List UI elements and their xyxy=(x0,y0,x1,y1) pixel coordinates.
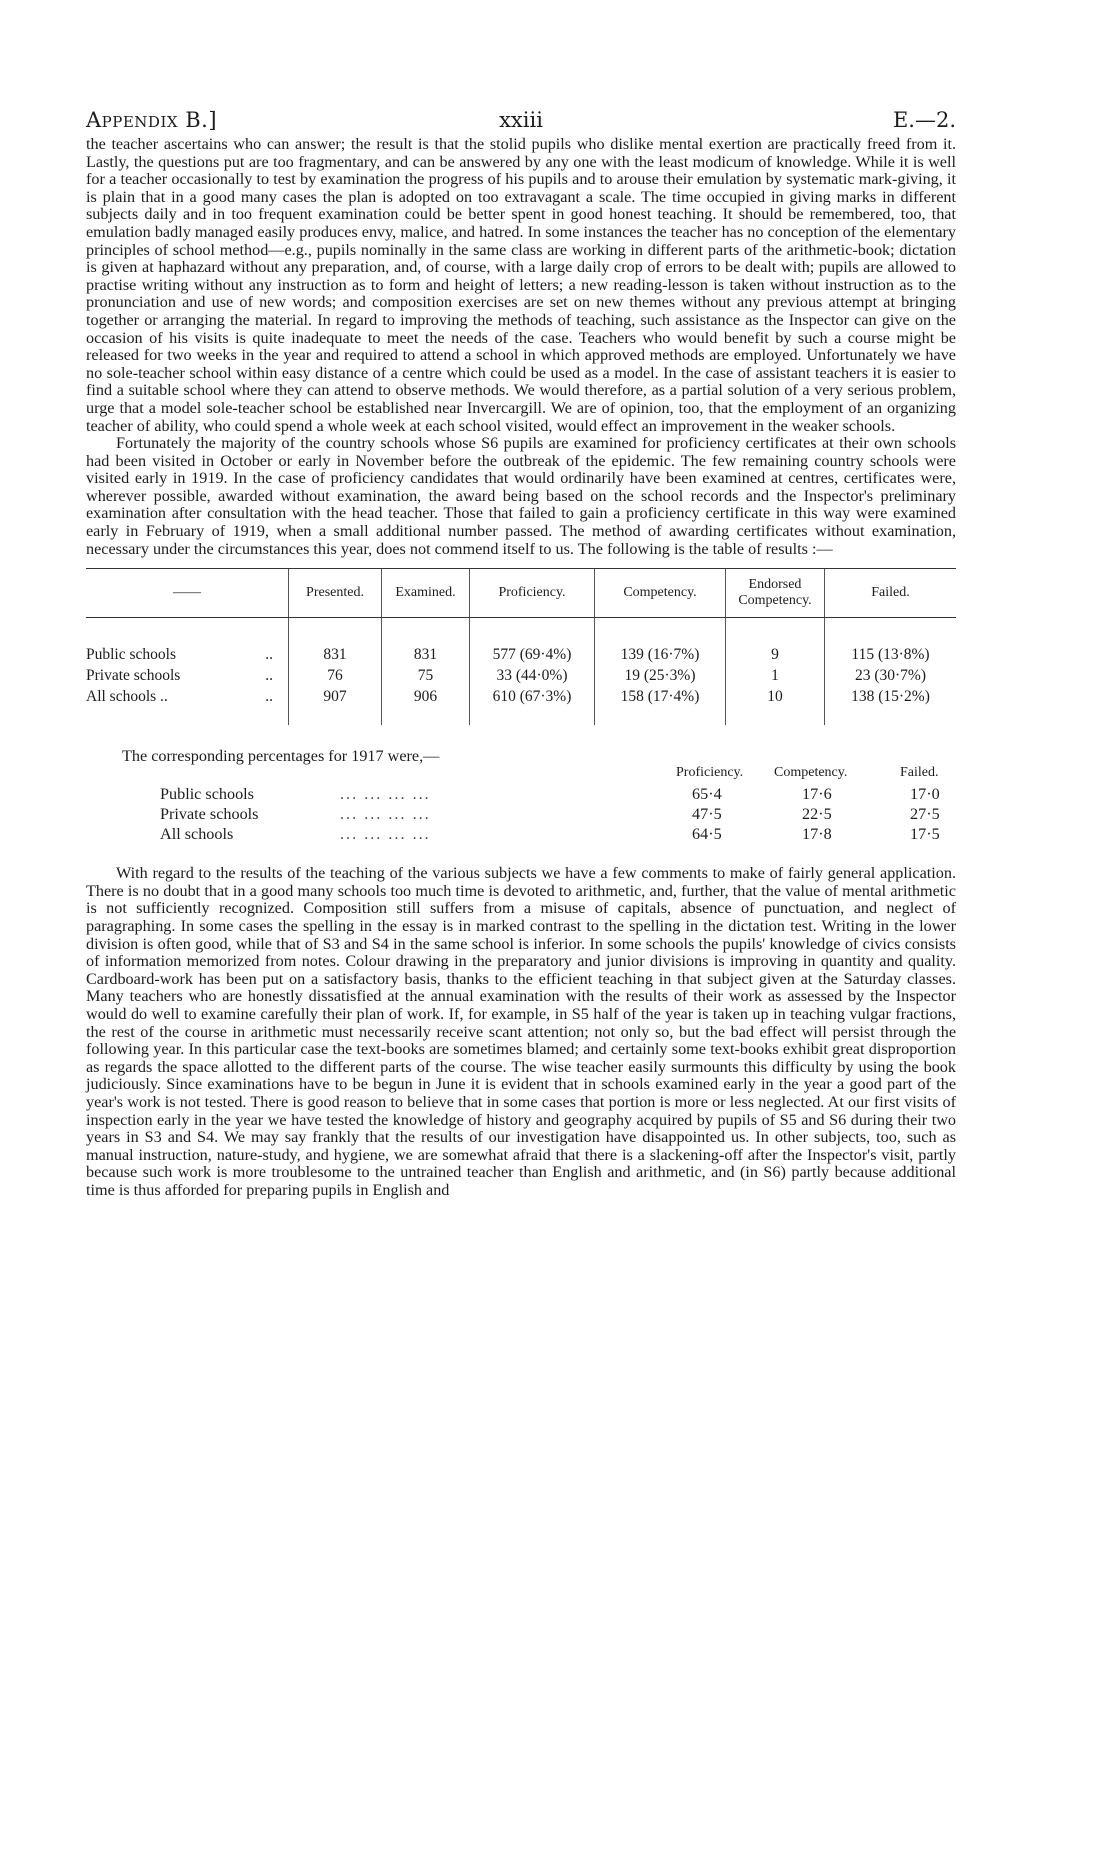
cell-endorsed: 10 xyxy=(726,686,825,707)
cell-presented: 831 xyxy=(289,644,382,665)
cell-proficiency: 577 (69·4%) xyxy=(470,644,595,665)
paragraph-subject-comments: With regard to the results of the teaching of the various subjects we have a few comments to make of fairly general application. There is no doubt that in a good many schools too much time is devoted to arithmetic, and, further, that the value of mental arithmetic is not sufficiently recognized. Composition still suffers from a misuse of capitals, absence of punctuation, and neglect of paragraphing. In some cases the spelling in the essay is in marked contrast to the spelling in the dictation test. Writing in the lower division is often good, while that of S3 and S4 in the same school is inferior. In some schools the pupils' knowledge of civics consists of information memorized from notes. Colour drawing in the preparatory and junior divisions is improving in quantity and quality. Cardboard-work has been put on a satisfactory basis, thanks to the efficient teaching in that subject given at the Saturday classes. Many teachers who are honestly dissatisfied at the annual examination with the results of their work as assessed by the Inspector would do well to examine carefully their plan of work. If, for example, in S5 half of the year is taken up in teaching vulgar fractions, the rest of the course in arithmetic must necessarily receive scant attention; not only so, but the bad effect will persist through the following year. In this particular case the text-books are sometimes blamed; and certainly some text-books exhibit great disproportion as regards the space allotted to the different parts of the course. The wise teacher easily surmounts this difficulty by using the book judiciously. Since examinations have to be begun in June it is evident that in schools examined early in the year a good part of the year's work is not tested. There is good reason to believe that in some cases that portion is more or less neglected. At our first visits of inspection early in the year we have tested the knowledge of history and geography acquired by pupils of S5 and S6 during their two years in S3 and S4. We may say frankly that the results of our investigation have disappointed us. In other subjects, too, such as manual instruction, nature-study, and hygiene, we are somewhat afraid that there is a slackening-off after the Inspector's visit, partly because such work is more troublesome to the untrained teacher than English and arithmetic, and (in S6) partly because additional time is thus afforded for preparing pupils in English and xyxy=(86,864,956,1199)
table-row xyxy=(86,644,956,665)
row-label: Private schools .. xyxy=(86,667,273,685)
pct-competency: 17·8 xyxy=(802,825,832,844)
header-label: —— xyxy=(86,569,289,618)
pct-failed: 17·5 xyxy=(910,825,940,844)
cell-examined: 906 xyxy=(382,686,470,707)
pct-proficiency: 64·5 xyxy=(692,825,722,844)
pct-header-proficiency: Proficiency. xyxy=(676,765,744,781)
cell-proficiency: 610 (67·3%) xyxy=(470,686,595,707)
header-endorsed-competency: Endorsed Competency. xyxy=(726,569,825,618)
cell-presented: 76 xyxy=(289,665,382,686)
cell-endorsed: 1 xyxy=(726,665,825,686)
pct-row-dots: ... ... ... ... xyxy=(340,805,431,824)
cell-endorsed: 9 xyxy=(726,644,825,665)
pct-failed: 17·0 xyxy=(910,785,940,804)
results-table xyxy=(86,568,956,725)
cell-competency: 19 (25·3%) xyxy=(595,665,726,686)
document-reference: E.—2. xyxy=(892,108,956,132)
paragraph-proficiency-certificates: Fortunately the majority of the country schools whose S6 pupils are examined for proficiency certificates at their own schools had been visited in October or early in November before the outbreak of the epidemic. The few remaining country schools were visited early in 1919. In the case of proficiency candidates that would ordinarily have been examined at centres, certificates were, wherever possible, awarded without examination, the award being based on the school records and the Inspector's preliminary examination after consultation with the head teacher. Those that failed to gain a proficiency certificate in this way were examined early in February of 1919, when a small additional number passed. The method of awarding certificates without examination, necessary under the circumstances this year, does not commend itself to us. The following is the table of results :— xyxy=(86,434,956,558)
pct-failed: 27·5 xyxy=(910,805,940,824)
pct-row-dots: ... ... ... ... xyxy=(340,785,431,804)
cell-examined: 75 xyxy=(382,665,470,686)
pct-row-label: All schools xyxy=(160,825,234,844)
document-page xyxy=(86,96,956,1200)
table-spacer xyxy=(86,618,956,645)
cell-failed: 138 (15·2%) xyxy=(825,686,957,707)
cell-examined: 831 xyxy=(382,644,470,665)
cell-proficiency: 33 (44·0%) xyxy=(470,665,595,686)
row-label: Public schools .. xyxy=(86,646,273,664)
header-competency: Competency. xyxy=(595,569,726,618)
pct-competency: 22·5 xyxy=(802,805,832,824)
pct-row-label: Public schools xyxy=(160,785,254,804)
header-examined: Examined. xyxy=(382,569,470,618)
page-number: xxiii xyxy=(499,108,543,132)
cell-competency: 139 (16·7%) xyxy=(595,644,726,665)
pct-header-competency: Competency. xyxy=(774,765,848,781)
cell-presented: 907 xyxy=(289,686,382,707)
paragraph-teaching-methods: the teacher ascertains who can answer; the result is that the stolid pupils who dislike mental exertion are practically freed from it. Lastly, the questions put are too fragmentary, and can be answered by any one with the least modicum of knowledge. While it is well for a teacher occasionally to test by examination the progress of his pupils and to arouse their emulation by systematic mark-giving, it is plain that in a good many cases the plan is adopted on too extravagant a scale. The time occupied in giving marks in different subjects daily and in too frequent examination could be better spent in good honest teaching. It should be remembered, too, that emulation badly managed easily produces envy, malice, and hatred. In some instances the teacher has no conception of the elementary principles of school method—e.g., pupils nominally in the same class are working in different parts of the arithmetic-book; dictation is given at haphazard without any preparation, and, of course, with a large daily crop of errors to be dealt with; pupils are allowed to practise writing without any instruction as to form and height of letters; a new reading-lesson is taken without instruction as to the pronunciation and use of new words; and composition exercises are set on new themes without any previous attempt at bringing together or arranging the material. In regard to improving the methods of teaching, such assistance as the Inspector can give on the occasion of his visits is quite inadequate to meet the needs of the case. Teachers who would benefit by such a course might be released for two weeks in the year and required to attend a school in which approved methods are employed. Unfortunately we have no sole-teacher school within easy distance of a centre which could be used as a model. In the case of assistant teachers it is easier to find a suitable school where they can attend to observe methods. We would therefore, as a partial solution of a very serious problem, urge that a model sole-teacher school be established near Invercargill. We are of opinion, too, that the employment of an organizing teacher of ability, who could spend a whole week at each school visited, would effect an improvement in the weaker schools. xyxy=(86,135,956,435)
page-header xyxy=(86,96,956,136)
cell-competency: 158 (17·4%) xyxy=(595,686,726,707)
percentages-1917 xyxy=(86,747,956,865)
row-label: All schools .. .. xyxy=(86,688,273,706)
pct-row-label: Private schools xyxy=(160,805,259,824)
pct-row-dots: ... ... ... ... xyxy=(340,825,431,844)
pct-proficiency: 65·4 xyxy=(692,785,722,804)
list-item xyxy=(160,825,960,843)
list-item xyxy=(160,805,960,823)
table-row xyxy=(86,665,956,686)
header-proficiency: Proficiency. xyxy=(470,569,595,618)
list-item xyxy=(160,785,960,803)
cell-failed: 115 (13·8%) xyxy=(825,644,957,665)
cell-failed: 23 (30·7%) xyxy=(825,665,957,686)
table-spacer xyxy=(86,707,956,725)
appendix-label: Appendix B.] xyxy=(86,108,218,132)
pct-proficiency: 47·5 xyxy=(692,805,722,824)
results-table-header xyxy=(86,569,956,618)
percentages-intro: The corresponding percentages for 1917 were,— xyxy=(122,747,440,766)
header-presented: Presented. xyxy=(289,569,382,618)
pct-header-failed: Failed. xyxy=(900,765,939,781)
table-row xyxy=(86,686,956,707)
pct-competency: 17·6 xyxy=(802,785,832,804)
header-failed: Failed. xyxy=(825,569,957,618)
